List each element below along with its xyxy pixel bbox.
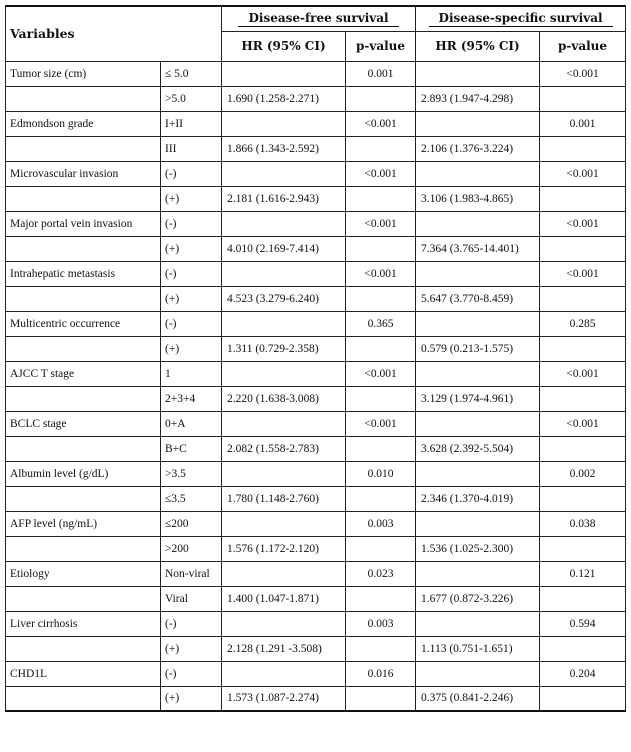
variable-cell: Microvascular invasion bbox=[6, 161, 161, 186]
variable-cell: AFP level (ng/mL) bbox=[6, 511, 161, 536]
dfs-pvalue-cell: 0.003 bbox=[346, 511, 416, 536]
dss-pvalue-cell: 0.002 bbox=[540, 461, 626, 486]
variable-cell bbox=[6, 536, 161, 561]
dss-hr-cell: 2.106 (1.376-3.224) bbox=[416, 136, 540, 161]
dss-pvalue-header: p-value bbox=[540, 31, 626, 61]
level-cell: (-) bbox=[161, 311, 222, 336]
dss-pvalue-cell bbox=[540, 636, 626, 661]
dss-hr-cell bbox=[416, 261, 540, 286]
table-row bbox=[6, 511, 626, 536]
dss-hr-cell bbox=[416, 561, 540, 586]
dss-hr-cell: 3.628 (2.392-5.504) bbox=[416, 436, 540, 461]
variable-cell bbox=[6, 586, 161, 611]
dfs-pvalue-cell bbox=[346, 236, 416, 261]
level-cell: 2+3+4 bbox=[161, 386, 222, 411]
level-cell: III bbox=[161, 136, 222, 161]
dss-hr-cell bbox=[416, 511, 540, 536]
dss-pvalue-cell bbox=[540, 586, 626, 611]
dss-pvalue-cell bbox=[540, 286, 626, 311]
dfs-pvalue-cell: 0.365 bbox=[346, 311, 416, 336]
dss-hr-cell: 3.129 (1.974-4.961) bbox=[416, 386, 540, 411]
dss-pvalue-cell bbox=[540, 136, 626, 161]
variable-cell: Intrahepatic metastasis bbox=[6, 261, 161, 286]
table-row bbox=[6, 586, 626, 611]
dfs-hr-cell: 1.576 (1.172-2.120) bbox=[222, 536, 346, 561]
variable-cell: Tumor size (cm) bbox=[6, 61, 161, 86]
variable-cell: CHD1L bbox=[6, 661, 161, 686]
table-row bbox=[6, 111, 626, 136]
dfs-hr-cell bbox=[222, 261, 346, 286]
variable-cell bbox=[6, 336, 161, 361]
dss-pvalue-cell: <0.001 bbox=[540, 411, 626, 436]
dfs-pvalue-cell bbox=[346, 136, 416, 161]
dfs-hr-cell bbox=[222, 411, 346, 436]
dss-pvalue-cell bbox=[540, 236, 626, 261]
variable-cell bbox=[6, 486, 161, 511]
dfs-pvalue-cell: <0.001 bbox=[346, 411, 416, 436]
dfs-hr-cell: 1.690 (1.258-2.271) bbox=[222, 86, 346, 111]
dfs-pvalue-cell bbox=[346, 286, 416, 311]
dfs-pvalue-cell: <0.001 bbox=[346, 261, 416, 286]
level-cell: (-) bbox=[161, 661, 222, 686]
table-row bbox=[6, 436, 626, 461]
table-row bbox=[6, 136, 626, 161]
table-row bbox=[6, 411, 626, 436]
dss-hr-cell bbox=[416, 161, 540, 186]
dss-hr-cell: 5.647 (3.770-8.459) bbox=[416, 286, 540, 311]
dss-pvalue-cell: 0.038 bbox=[540, 511, 626, 536]
variable-cell bbox=[6, 436, 161, 461]
dfs-pvalue-cell: <0.001 bbox=[346, 361, 416, 386]
level-cell: 0+A bbox=[161, 411, 222, 436]
dss-hr-cell bbox=[416, 611, 540, 636]
dss-pvalue-cell bbox=[540, 536, 626, 561]
dfs-pvalue-cell bbox=[346, 686, 416, 711]
level-cell: (+) bbox=[161, 186, 222, 211]
dss-hr-cell: 1.113 (0.751-1.651) bbox=[416, 636, 540, 661]
dfs-hr-cell: 1.311 (0.729-2.358) bbox=[222, 336, 346, 361]
variable-cell bbox=[6, 136, 161, 161]
dss-pvalue-cell: <0.001 bbox=[540, 261, 626, 286]
dss-hr-cell: 1.677 (0.872-3.226) bbox=[416, 586, 540, 611]
dfs-hr-cell: 4.523 (3.279-6.240) bbox=[222, 286, 346, 311]
variable-cell bbox=[6, 686, 161, 711]
dfs-pvalue-cell: 0.023 bbox=[346, 561, 416, 586]
dss-pvalue-cell bbox=[540, 486, 626, 511]
variable-cell bbox=[6, 236, 161, 261]
dfs-hr-cell: 2.082 (1.558-2.783) bbox=[222, 436, 346, 461]
dfs-pvalue-cell bbox=[346, 486, 416, 511]
level-cell: >3.5 bbox=[161, 461, 222, 486]
dfs-pvalue-cell: 0.016 bbox=[346, 661, 416, 686]
level-cell: Viral bbox=[161, 586, 222, 611]
level-cell: >5.0 bbox=[161, 86, 222, 111]
variable-cell: AJCC T stage bbox=[6, 361, 161, 386]
survival-table bbox=[5, 5, 626, 712]
dss-pvalue-cell: 0.001 bbox=[540, 111, 626, 136]
level-cell: ≤3.5 bbox=[161, 486, 222, 511]
dss-group-header bbox=[416, 6, 626, 31]
variable-cell: Edmondson grade bbox=[6, 111, 161, 136]
dss-pvalue-cell: <0.001 bbox=[540, 61, 626, 86]
dfs-hr-cell bbox=[222, 511, 346, 536]
level-cell: I+II bbox=[161, 111, 222, 136]
table-body bbox=[6, 61, 626, 711]
level-cell: (+) bbox=[161, 636, 222, 661]
table-row bbox=[6, 536, 626, 561]
dfs-hr-cell bbox=[222, 561, 346, 586]
table-row bbox=[6, 311, 626, 336]
dss-pvalue-cell bbox=[540, 386, 626, 411]
level-cell: (+) bbox=[161, 286, 222, 311]
table-row bbox=[6, 61, 626, 86]
dss-hr-cell: 0.375 (0.841-2.246) bbox=[416, 686, 540, 711]
level-cell: 1 bbox=[161, 361, 222, 386]
dfs-pvalue-cell bbox=[346, 186, 416, 211]
dfs-hr-cell bbox=[222, 111, 346, 136]
level-cell: >200 bbox=[161, 536, 222, 561]
dss-pvalue-cell: 0.594 bbox=[540, 611, 626, 636]
table-row bbox=[6, 636, 626, 661]
variable-cell: Albumin level (g/dL) bbox=[6, 461, 161, 486]
dfs-hr-cell bbox=[222, 311, 346, 336]
level-cell: ≤ 5.0 bbox=[161, 61, 222, 86]
dss-hr-cell bbox=[416, 461, 540, 486]
dfs-hr-cell: 1.780 (1.148-2.760) bbox=[222, 486, 346, 511]
variable-cell bbox=[6, 386, 161, 411]
dss-hr-cell bbox=[416, 111, 540, 136]
dfs-hr-cell bbox=[222, 361, 346, 386]
dfs-pvalue-cell: <0.001 bbox=[346, 111, 416, 136]
variable-cell: Multicentric occurrence bbox=[6, 311, 161, 336]
dss-hr-header: HR (95% CI) bbox=[416, 31, 540, 61]
dss-pvalue-cell bbox=[540, 436, 626, 461]
dss-hr-cell bbox=[416, 661, 540, 686]
dfs-hr-cell: 1.866 (1.343-2.592) bbox=[222, 136, 346, 161]
dss-pvalue-cell: <0.001 bbox=[540, 161, 626, 186]
dfs-pvalue-cell: 0.001 bbox=[346, 61, 416, 86]
table-header bbox=[6, 6, 626, 61]
dss-group-label: Disease-specific survival bbox=[429, 11, 613, 27]
dfs-pvalue-cell: 0.003 bbox=[346, 611, 416, 636]
level-cell: Non-viral bbox=[161, 561, 222, 586]
dss-pvalue-cell: 0.285 bbox=[540, 311, 626, 336]
variable-cell bbox=[6, 86, 161, 111]
dss-hr-cell: 2.346 (1.370-4.019) bbox=[416, 486, 540, 511]
table-row bbox=[6, 611, 626, 636]
dfs-hr-cell: 2.181 (1.616-2.943) bbox=[222, 186, 346, 211]
dss-hr-cell bbox=[416, 311, 540, 336]
level-cell: (+) bbox=[161, 686, 222, 711]
level-cell: (-) bbox=[161, 161, 222, 186]
level-cell: ≤200 bbox=[161, 511, 222, 536]
dfs-pvalue-cell: <0.001 bbox=[346, 211, 416, 236]
dss-hr-cell: 2.893 (1.947-4.298) bbox=[416, 86, 540, 111]
table-row bbox=[6, 236, 626, 261]
level-cell: (-) bbox=[161, 211, 222, 236]
dfs-hr-cell bbox=[222, 211, 346, 236]
dfs-hr-cell: 2.220 (1.638-3.008) bbox=[222, 386, 346, 411]
dss-hr-cell bbox=[416, 61, 540, 86]
dfs-hr-cell: 1.400 (1.047-1.871) bbox=[222, 586, 346, 611]
table-row bbox=[6, 361, 626, 386]
dss-pvalue-cell bbox=[540, 86, 626, 111]
dfs-group-header bbox=[222, 6, 416, 31]
level-cell: B+C bbox=[161, 436, 222, 461]
dss-hr-cell bbox=[416, 361, 540, 386]
dfs-hr-cell: 4.010 (2.169-7.414) bbox=[222, 236, 346, 261]
dss-hr-cell bbox=[416, 211, 540, 236]
dfs-pvalue-header: p-value bbox=[346, 31, 416, 61]
dfs-pvalue-cell bbox=[346, 336, 416, 361]
dss-pvalue-cell bbox=[540, 186, 626, 211]
table-row bbox=[6, 186, 626, 211]
variable-cell bbox=[6, 186, 161, 211]
dss-pvalue-cell: <0.001 bbox=[540, 361, 626, 386]
level-cell: (+) bbox=[161, 336, 222, 361]
dfs-pvalue-cell bbox=[346, 86, 416, 111]
dss-pvalue-cell bbox=[540, 686, 626, 711]
dss-pvalue-cell: <0.001 bbox=[540, 211, 626, 236]
dfs-hr-header: HR (95% CI) bbox=[222, 31, 346, 61]
table-row bbox=[6, 486, 626, 511]
dfs-hr-cell bbox=[222, 461, 346, 486]
table-row bbox=[6, 86, 626, 111]
dfs-hr-cell bbox=[222, 611, 346, 636]
dfs-pvalue-cell bbox=[346, 536, 416, 561]
dss-hr-cell: 3.106 (1.983-4.865) bbox=[416, 186, 540, 211]
table-row bbox=[6, 461, 626, 486]
dfs-hr-cell: 1.573 (1.087-2.274) bbox=[222, 686, 346, 711]
dfs-pvalue-cell bbox=[346, 586, 416, 611]
table-row bbox=[6, 386, 626, 411]
dss-hr-cell: 0.579 (0.213-1.575) bbox=[416, 336, 540, 361]
dfs-hr-cell bbox=[222, 161, 346, 186]
variable-cell: Etiology bbox=[6, 561, 161, 586]
dfs-pvalue-cell: 0.010 bbox=[346, 461, 416, 486]
dss-hr-cell bbox=[416, 411, 540, 436]
table-row bbox=[6, 286, 626, 311]
dss-pvalue-cell bbox=[540, 336, 626, 361]
variable-cell: Major portal vein invasion bbox=[6, 211, 161, 236]
table-row bbox=[6, 261, 626, 286]
dfs-hr-cell bbox=[222, 61, 346, 86]
dss-pvalue-cell: 0.204 bbox=[540, 661, 626, 686]
level-cell: (-) bbox=[161, 611, 222, 636]
table-row bbox=[6, 561, 626, 586]
level-cell: (+) bbox=[161, 236, 222, 261]
dfs-pvalue-cell bbox=[346, 636, 416, 661]
table-row bbox=[6, 211, 626, 236]
table-row bbox=[6, 661, 626, 686]
dfs-hr-cell bbox=[222, 661, 346, 686]
variables-header: Variables bbox=[6, 6, 222, 61]
level-cell: (-) bbox=[161, 261, 222, 286]
dfs-hr-cell: 2.128 (1.291 -3.508) bbox=[222, 636, 346, 661]
variable-cell: BCLC stage bbox=[6, 411, 161, 436]
dfs-group-label: Disease-free survival bbox=[238, 11, 398, 27]
dfs-pvalue-cell bbox=[346, 436, 416, 461]
variable-cell bbox=[6, 286, 161, 311]
dfs-pvalue-cell: <0.001 bbox=[346, 161, 416, 186]
dss-hr-cell: 1.536 (1.025-2.300) bbox=[416, 536, 540, 561]
dss-hr-cell: 7.364 (3.765-14.401) bbox=[416, 236, 540, 261]
variable-cell bbox=[6, 636, 161, 661]
table-row bbox=[6, 161, 626, 186]
dss-pvalue-cell: 0.121 bbox=[540, 561, 626, 586]
table-row bbox=[6, 336, 626, 361]
dfs-pvalue-cell bbox=[346, 386, 416, 411]
variable-cell: Liver cirrhosis bbox=[6, 611, 161, 636]
table-row bbox=[6, 686, 626, 711]
